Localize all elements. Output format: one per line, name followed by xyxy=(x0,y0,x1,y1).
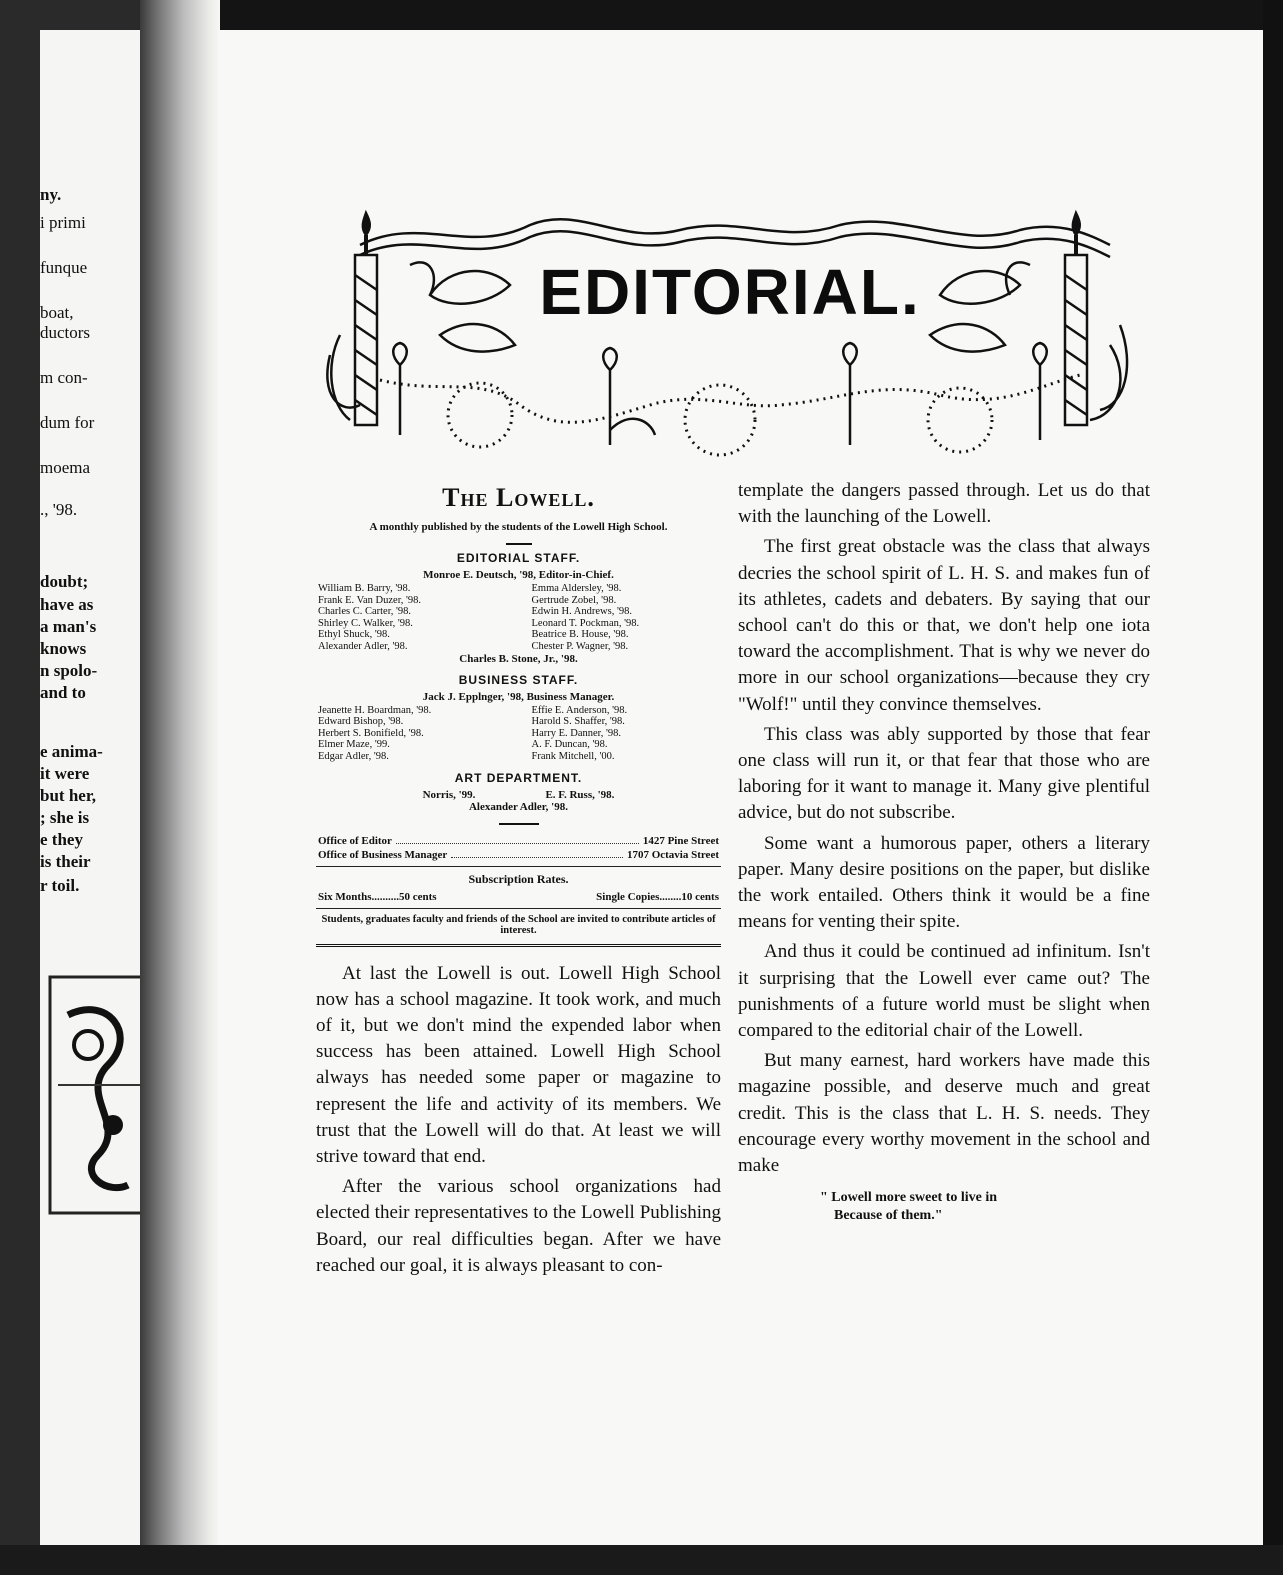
staff-member: Edward Bishop, '98. xyxy=(318,716,404,728)
editorial-banner xyxy=(320,205,1140,475)
staff-member: William B. Barry, '98. xyxy=(318,583,411,594)
business-manager: Jack J. Epplnger, '98, Business Manager. xyxy=(422,690,615,703)
body-paragraph: Some want a humorous paper, others a literary paper. Many desire positions on the paper, but dislike the work entailed. Others think it would be a fine means for venting their spite. xyxy=(738,832,1150,933)
office-address: 1707 Octavia Street xyxy=(626,848,719,861)
closing-quote xyxy=(820,1189,1150,1225)
divider xyxy=(506,543,532,545)
staff-member: Jeanette H. Boardman, '98. xyxy=(318,704,432,716)
art-department-row xyxy=(316,789,721,801)
fragment-line: have as xyxy=(40,595,94,614)
body-paragraph: And thus it could be continued ad infinitum. Isn't it surprising that the Lowell ever came out? The punishments of a future world must be slight when compared to the editorial chair of the Lowell. xyxy=(738,941,1150,1042)
fragment-line: ductors xyxy=(40,323,91,342)
ornament-initial-icon xyxy=(48,975,153,1215)
body-paragraph: template the dangers passed through. Let us do that with the launching of the Lowell. xyxy=(738,480,1150,528)
staff-member: Edgar Adler, '98. xyxy=(318,750,389,762)
business-staff-heading: BUSINESS STAFF. xyxy=(458,672,579,687)
body-paragraph: The first great obstacle was the class that always decries the school spirit of L. H. S. and makes fun of its athletes, cadets and debaters. By saying that our school can't do this or that, we don't help one iota toward the accomplishment. That is why we never do more in our school organizations—because they cry "Wolf!" until they convince themselves. xyxy=(738,536,1150,715)
fragment-line: a man's xyxy=(40,617,97,636)
divider xyxy=(499,823,539,825)
staff-member: Harry E. Danner, '98. xyxy=(531,727,622,739)
staff-member: Norris, '99. xyxy=(422,788,476,801)
staff-member: Alexander Adler, '98. xyxy=(468,800,568,813)
staff-member: Elmer Maze, '99. xyxy=(318,739,390,751)
quote-line: Because of them." xyxy=(834,1208,943,1224)
dot-leader xyxy=(451,849,623,858)
quote-line: " Lowell more sweet to live in xyxy=(820,1190,998,1206)
fragment-line: ., '98. xyxy=(40,500,78,519)
body-paragraph: This class was ably supported by those that fear one class will run it, or that fear that those who are laboring for it want to manage it. Many give plentiful advice, but do not subscribe. xyxy=(738,723,1150,824)
fragment-line: n spolo- xyxy=(40,661,98,680)
staff-member: Harold S. Shaffer, '98. xyxy=(531,716,625,728)
fragment-line: moema xyxy=(40,458,91,477)
body-paragraph: After the various school organizations had elected their representatives to the Lowell Publishing Board, our real difficulties began. After we have reached our goal, it is always pleasant to con- xyxy=(316,1176,721,1276)
fragment-line: i primi xyxy=(40,213,86,232)
staff-member: Charles C. Carter, '98. xyxy=(318,606,412,618)
fragment-line: knows xyxy=(40,639,87,658)
fragment-line: ny. xyxy=(40,185,62,204)
masthead-title: The Lowell. xyxy=(442,483,595,512)
book-gutter-shadow xyxy=(140,0,220,1575)
fragment-line: e anima- xyxy=(40,742,103,761)
staff-member: Charles B. Stone, Jr., '98. xyxy=(459,652,578,665)
left-column xyxy=(316,480,721,1279)
staff-member: Beatrice B. House, '98. xyxy=(531,629,629,641)
fragment-line: funque xyxy=(40,258,88,277)
staff-member: Emma Aldersley, '98. xyxy=(531,583,622,594)
staff-member: Herbert S. Bonifield, '98. xyxy=(318,727,424,739)
banner-ornament-icon xyxy=(320,205,1140,475)
office-label: Office of Business Manager xyxy=(318,848,448,861)
double-rule xyxy=(316,944,721,949)
rate-single-copy: Single Copies........10 cents xyxy=(596,890,719,903)
fragment-line: doubt; xyxy=(40,572,89,591)
fragment-line: dum for xyxy=(40,413,95,432)
staff-member: Frank E. Van Duzer, '98. xyxy=(318,594,422,606)
staff-member: A. F. Duncan, '98. xyxy=(531,739,608,751)
fragment-line: it were xyxy=(40,764,90,783)
staff-member: Alexander Adler, '98. xyxy=(318,640,408,652)
editorial-staff-heading: EDITORIAL STAFF. xyxy=(456,551,581,565)
body-paragraph: But many earnest, hard workers have made this magazine possible, and deserve much and great credit. This is the class that L. H. S. needs. They encourage every worthy movement in the school and make xyxy=(738,1050,1150,1177)
staff-member: Gertrude Zobel, '98. xyxy=(531,594,617,606)
fragment-line: and to xyxy=(40,683,86,702)
staff-member: Frank Mitchell, '00. xyxy=(531,750,615,762)
staff-member: Edwin H. Andrews, '98. xyxy=(531,606,632,618)
staff-member: Ethyl Shuck, '98. xyxy=(318,629,390,641)
fragment-line: is their xyxy=(40,852,91,871)
masthead-subtitle: A monthly published by the students of the Lowell High School. xyxy=(369,521,668,533)
staff-member: E. F. Russ, '98. xyxy=(545,788,615,801)
office-address: 1427 Pine Street xyxy=(642,834,719,847)
fragment-line: boat, xyxy=(40,303,74,322)
fragment-line: e they xyxy=(40,830,83,849)
staff-member: Chester P. Wagner, '98. xyxy=(531,640,629,652)
art-department-heading: ART DEPARTMENT. xyxy=(454,770,583,785)
bottom-scan-edge xyxy=(0,1545,1283,1575)
body-paragraph: At last the Lowell is out. Lowell High School now has a school magazine. It took work, and much of it, but we don't mind the expended labor when success has been attained. Lowell High School always has needed some paper or magazine to represent the life and activity of its members. We trust that the Lowell will do that. At least we will strive toward that end. xyxy=(316,962,721,1167)
business-staff-list xyxy=(316,705,721,763)
office-row xyxy=(318,835,719,847)
divider xyxy=(316,866,721,867)
fragment-line: m con- xyxy=(40,368,88,387)
office-row xyxy=(318,849,719,861)
right-scan-edge xyxy=(1263,0,1283,1575)
staff-member: Leonard T. Pockman, '98. xyxy=(531,617,640,629)
fragment-line: but her, xyxy=(40,786,97,805)
fragment-line: ; she is xyxy=(40,808,90,827)
editor-in-chief: Monroe E. Deutsch, '98, Editor-in-Chief. xyxy=(423,569,614,581)
fragment-line: r toil. xyxy=(40,876,80,895)
right-column xyxy=(738,478,1150,1225)
staff-member: Shirley C. Walker, '98. xyxy=(318,617,413,629)
subscription-heading: Subscription Rates. xyxy=(468,871,569,886)
office-label: Office of Editor xyxy=(318,834,392,847)
editorial-staff-list xyxy=(316,583,721,653)
subscription-rates xyxy=(316,891,721,903)
rate-six-months: Six Months..........50 cents xyxy=(318,890,437,903)
divider xyxy=(316,908,721,909)
dot-leader xyxy=(396,835,639,844)
contribution-note: Students, graduates faculty and friends of the School are invited to contribute articles of interest. xyxy=(321,913,716,937)
banner-title: EDITORIAL. xyxy=(539,256,921,328)
staff-member: Effie E. Anderson, '98. xyxy=(531,704,628,716)
